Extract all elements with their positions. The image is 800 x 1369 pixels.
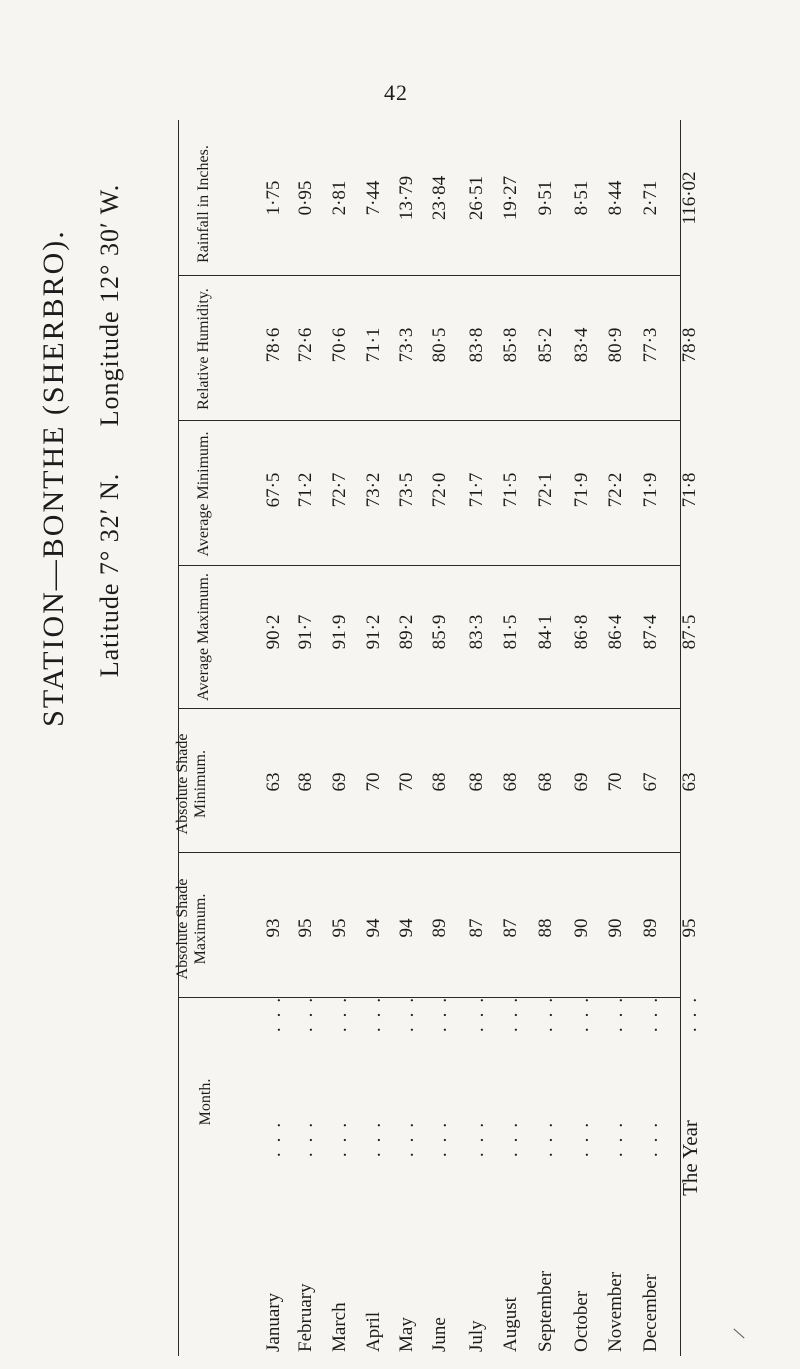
header-avg-minimum: Average Minimum. <box>195 431 212 557</box>
rule-humidity-avgmin <box>178 420 681 421</box>
cell-avg_min: 71·7 <box>466 472 487 508</box>
rule-avgmax-absmin <box>178 708 681 709</box>
cell-avg_max: 84·1 <box>535 614 556 650</box>
cell-abs_min: 70 <box>363 772 384 792</box>
leader-dots: ... <box>330 1112 351 1158</box>
cell-abs_max: 95 <box>295 918 316 938</box>
leader-dots: ... <box>467 1112 488 1158</box>
rule-avgmin-avgmax <box>178 565 681 566</box>
month-label: October <box>571 1290 592 1352</box>
year-label: The Year <box>678 1120 702 1196</box>
cell-abs_min: 68 <box>429 772 450 792</box>
cell-avg_max: 85·9 <box>429 614 450 650</box>
cell-rainfall: 0·95 <box>295 180 316 216</box>
cell-avg_min: 72·0 <box>429 472 450 508</box>
cell-abs_max: 90 <box>571 918 592 938</box>
cell-abs_max: 87 <box>466 918 487 938</box>
rule-rain-humidity <box>178 275 681 276</box>
stray-mark <box>733 1328 744 1338</box>
cell-rainfall: 2·81 <box>329 180 350 216</box>
month-label: August <box>500 1297 521 1352</box>
cell-abs_min: 68 <box>535 772 556 792</box>
cell-avg_max: 81·5 <box>500 614 521 650</box>
cell-abs_min: 68 <box>295 772 316 792</box>
cell-humidity: 80·5 <box>429 327 450 363</box>
cell-abs_min: 69 <box>571 772 592 792</box>
month-label: December <box>640 1273 661 1352</box>
leader-dots: ... <box>641 987 662 1033</box>
month-label: September <box>535 1270 556 1352</box>
leader-dots: ... <box>397 1112 418 1158</box>
cell-abs_max: 87 <box>500 918 521 938</box>
cell-humidity: 83·8 <box>466 327 487 363</box>
leader-dots: ... <box>606 987 627 1033</box>
leader-dots: ... <box>606 1112 627 1158</box>
cell-humidity: 80·9 <box>605 327 626 363</box>
leader-dots: ... <box>501 1112 522 1158</box>
year-abs_max: 95 <box>679 918 700 938</box>
leader-dots: ... <box>536 1112 557 1158</box>
leader-dots: ... <box>364 1112 385 1158</box>
cell-abs_max: 94 <box>363 918 384 938</box>
cell-avg_max: 91·9 <box>329 614 350 650</box>
leader-dots: ... <box>296 1112 317 1158</box>
cell-abs_max: 89 <box>429 918 450 938</box>
header-abs-shade-maximum: Absolute Shade Maximum. <box>174 878 209 980</box>
leader-dots: ... <box>264 1112 285 1158</box>
longitude: Longitude 12° 30′ W. <box>95 183 124 427</box>
cell-avg_min: 72·2 <box>605 472 626 508</box>
cell-abs_min: 68 <box>466 772 487 792</box>
cell-humidity: 85·8 <box>500 327 521 363</box>
cell-humidity: 83·4 <box>571 327 592 363</box>
cell-avg_min: 73·2 <box>363 472 384 508</box>
cell-abs_max: 90 <box>605 918 626 938</box>
cell-rainfall: 8·44 <box>605 180 626 216</box>
cell-humidity: 73·3 <box>396 327 417 363</box>
cell-avg_max: 83·3 <box>466 614 487 650</box>
cell-rainfall: 1·75 <box>263 180 284 216</box>
month-label: March <box>329 1302 350 1352</box>
year-avg_min: 71·8 <box>679 472 700 508</box>
cell-humidity: 70·6 <box>329 327 350 363</box>
cell-abs_min: 69 <box>329 772 350 792</box>
cell-rainfall: 13·79 <box>396 175 417 221</box>
leader-dots: ... <box>364 987 385 1033</box>
month-label: November <box>605 1271 626 1352</box>
cell-avg_max: 91·2 <box>363 614 384 650</box>
year-humidity: 78·8 <box>679 327 700 363</box>
cell-avg_min: 73·5 <box>396 472 417 508</box>
page-number: 42 <box>384 80 408 105</box>
leader-dots: ... <box>330 987 351 1033</box>
cell-humidity: 78·6 <box>263 327 284 363</box>
cell-avg_max: 86·4 <box>605 614 626 650</box>
cell-avg_min: 72·7 <box>329 472 350 508</box>
leader-dots: ... <box>536 987 557 1033</box>
cell-abs_min: 68 <box>500 772 521 792</box>
header-humidity: Relative Humidity. <box>195 288 212 410</box>
cell-avg_max: 91·7 <box>295 614 316 650</box>
leader-dots: ... <box>264 987 285 1033</box>
cell-avg_min: 71·9 <box>640 472 661 508</box>
year-abs_min: 63 <box>679 772 700 792</box>
year-rainfall: 116·02 <box>679 171 700 225</box>
cell-abs_max: 93 <box>263 918 284 938</box>
latitude: Latitude 7° 32′ N. <box>95 472 124 678</box>
cell-rainfall: 8·51 <box>571 180 592 216</box>
cell-rainfall: 2·71 <box>640 180 661 216</box>
cell-avg_max: 86·8 <box>571 614 592 650</box>
month-label: April <box>363 1311 384 1352</box>
header-abs-shade-minimum: Absolute Shade Minimum. <box>174 733 209 835</box>
station-title: STATION—BONTHE (SHERBRO). <box>37 229 70 727</box>
leader-dots: ... <box>501 987 522 1033</box>
leader-dots: ... <box>430 987 451 1033</box>
cell-abs_max: 94 <box>396 918 417 938</box>
cell-abs_min: 63 <box>263 772 284 792</box>
leader-dots: ... <box>467 987 488 1033</box>
cell-rainfall: 23·84 <box>429 175 450 221</box>
cell-avg_max: 87·4 <box>640 614 661 650</box>
month-label: January <box>263 1292 284 1352</box>
cell-rainfall: 7·44 <box>363 180 384 216</box>
month-label: February <box>295 1283 316 1352</box>
cell-avg_max: 90·2 <box>263 614 284 650</box>
leader-dots: ... <box>572 987 593 1033</box>
cell-humidity: 85·2 <box>535 327 556 363</box>
leader-dots: ... <box>680 987 701 1033</box>
month-label: July <box>466 1320 487 1352</box>
header-avg-maximum: Average Maximum. <box>195 573 212 701</box>
leader-dots: ... <box>572 1112 593 1158</box>
month-label: May <box>396 1317 417 1352</box>
cell-rainfall: 19·27 <box>500 175 521 221</box>
cell-abs_max: 89 <box>640 918 661 938</box>
leader-dots: ... <box>430 1112 451 1158</box>
cell-avg_min: 71·5 <box>500 472 521 508</box>
cell-abs_min: 70 <box>605 772 626 792</box>
cell-avg_max: 89·2 <box>396 614 417 650</box>
cell-humidity: 77·3 <box>640 327 661 363</box>
cell-humidity: 71·1 <box>363 327 384 363</box>
cell-avg_min: 67·5 <box>263 472 284 508</box>
cell-abs_min: 70 <box>396 772 417 792</box>
header-rainfall: Rainfall in Inches. <box>195 145 212 263</box>
rule-absmin-absmax <box>178 852 681 853</box>
month-label: June <box>429 1317 450 1352</box>
leader-dots: ... <box>296 987 317 1033</box>
cell-abs_max: 95 <box>329 918 350 938</box>
leader-dots: ... <box>397 987 418 1033</box>
cell-abs_max: 88 <box>535 918 556 938</box>
header-month: Month. <box>197 1078 214 1126</box>
cell-rainfall: 26·51 <box>466 175 487 221</box>
cell-rainfall: 9·51 <box>535 180 556 216</box>
cell-humidity: 72·6 <box>295 327 316 363</box>
year-avg_max: 87·5 <box>679 614 700 650</box>
cell-abs_min: 67 <box>640 772 661 792</box>
cell-avg_min: 71·9 <box>571 472 592 508</box>
cell-avg_min: 71·2 <box>295 472 316 508</box>
cell-avg_min: 72·1 <box>535 472 556 508</box>
leader-dots: ... <box>641 1112 662 1158</box>
